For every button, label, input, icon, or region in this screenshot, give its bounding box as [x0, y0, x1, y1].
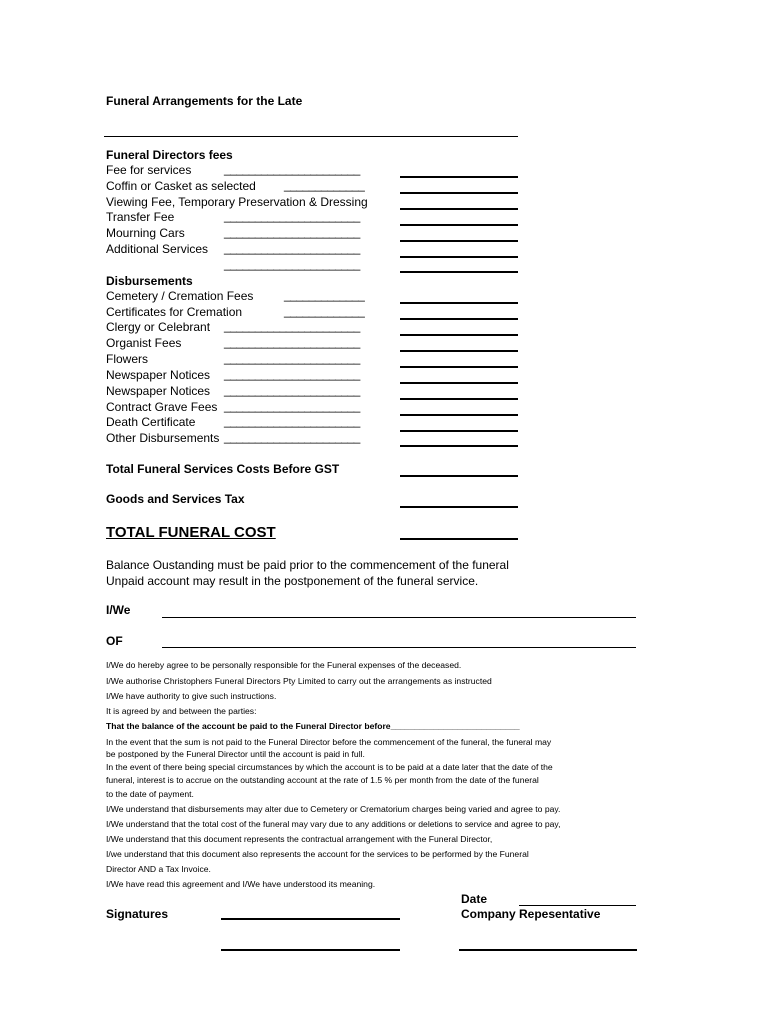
term-line: be postponed by the Funeral Director until the account is paid in full. [106, 749, 365, 759]
cemetery-fees-blank: _____________ [284, 288, 365, 302]
amount-line[interactable] [400, 192, 518, 194]
extra-blank: ______________________ [224, 257, 360, 271]
total-funeral-cost-line[interactable] [400, 538, 518, 540]
fee-for-services-blank: ______________________ [224, 162, 360, 176]
balance-note-1: Balance Oustanding must be paid prior to the commencement of the funeral [106, 558, 509, 572]
signature-line-2[interactable] [221, 949, 400, 951]
newspaper-notices-1-label: Newspaper Notices [106, 368, 211, 382]
amount-line[interactable] [400, 271, 518, 273]
amount-line[interactable] [400, 414, 518, 416]
additional-services-blank: ______________________ [224, 241, 360, 255]
amount-line[interactable] [400, 318, 518, 320]
term-line: I/We authorise Christophers Funeral Directors Pty Limited to carry out the arrangements as instructed [106, 676, 492, 686]
disbursements-heading: Disbursements [106, 274, 193, 288]
fee-for-services-label: Fee for services [106, 163, 192, 177]
term-line: I/We have read this agreement and I/We have understood its meaning. [106, 879, 376, 889]
mourning-cars-blank: ______________________ [224, 225, 360, 239]
term-line: to the date of payment. [106, 789, 194, 799]
organist-label: Organist Fees [106, 336, 182, 350]
flowers-label: Flowers [106, 352, 149, 366]
amount-line[interactable] [400, 382, 518, 384]
amount-line[interactable] [400, 240, 518, 242]
transfer-fee-label: Transfer Fee [106, 210, 175, 224]
signatures-label: Signatures [106, 907, 169, 921]
amount-line[interactable] [400, 350, 518, 352]
clergy-blank: ______________________ [224, 319, 360, 333]
organist-blank: ______________________ [224, 335, 360, 349]
certificates-blank: _____________ [284, 304, 365, 318]
term-line: I/We understand that disbursements may alter due to Cemetery or Crematorium charges being varied and agree to pay. [106, 804, 561, 814]
of-label: OF [106, 634, 123, 648]
amount-line[interactable] [400, 366, 518, 368]
cemetery-fees-label: Cemetery / Cremation Fees [106, 289, 254, 303]
form-title: Funeral Arrangements for the Late [106, 94, 303, 108]
other-disbursements-label: Other Disbursements [106, 431, 220, 445]
amount-line[interactable] [400, 398, 518, 400]
contract-grave-blank: ______________________ [224, 399, 360, 413]
term-line: I/we understand that this document also represents the account for the services to be performed by the Funeral [106, 849, 529, 859]
iwe-label: I/We [106, 603, 131, 617]
newspaper-notices-2-label: Newspaper Notices [106, 384, 211, 398]
term-line: I/We understand that this document represents the contractual arrangement with the Funeral Director, [106, 834, 493, 844]
total-before-gst-line[interactable] [400, 475, 518, 477]
company-rep-label: Company Repesentative [461, 907, 601, 921]
deceased-name-line[interactable] [104, 136, 518, 137]
additional-services-label: Additional Services [106, 242, 209, 256]
viewing-fee-label: Viewing Fee, Temporary Preservation & Dressing [106, 195, 368, 209]
clergy-label: Clergy or Celebrant [106, 320, 211, 334]
term-line: I/We understand that the total cost of the funeral may vary due to any additions or deletions to service and agree to pay, [106, 819, 561, 829]
flowers-blank: ______________________ [224, 351, 360, 365]
amount-line[interactable] [400, 176, 518, 178]
contract-grave-label: Contract Grave Fees [106, 400, 218, 414]
total-funeral-cost-label: TOTAL FUNERAL COST [106, 524, 276, 541]
mourning-cars-label: Mourning Cars [106, 226, 185, 240]
amount-line[interactable] [400, 256, 518, 258]
directors-fees-heading: Funeral Directors fees [106, 148, 233, 162]
other-disbursements-blank: ______________________ [224, 430, 360, 444]
newspaper-notices-1-blank: ______________________ [224, 367, 360, 381]
amount-line[interactable] [400, 224, 518, 226]
balance-note-2: Unpaid account may result in the postponement of the funeral service. [106, 574, 479, 588]
term-line-balance-date: That the balance of the account be paid to the Funeral Director before___________________________ [106, 721, 520, 731]
signature-line-1[interactable] [221, 918, 400, 920]
of-line[interactable] [162, 647, 636, 648]
amount-line[interactable] [400, 302, 518, 304]
term-line: I/We do hereby agree to be personally responsible for the Funeral expenses of the deceased. [106, 660, 462, 670]
iwe-line[interactable] [162, 617, 636, 618]
term-line: I/We have authority to give such instructions. [106, 691, 277, 701]
term-line: Director AND a Tax Invoice. [106, 864, 211, 874]
term-line: It is agreed by and between the parties: [106, 706, 257, 716]
company-rep-signature-line[interactable] [459, 949, 637, 951]
amount-line[interactable] [400, 430, 518, 432]
certificates-label: Certificates for Cremation [106, 305, 243, 319]
term-line: funeral, interest is to accrue on the outstanding account at the rate of 1.5 % per month from the date of the funeral [106, 775, 539, 785]
amount-line[interactable] [400, 445, 518, 447]
newspaper-notices-2-blank: ______________________ [224, 383, 360, 397]
term-line: In the event of there being special circumstances by which the account is to be paid at a date later that the date of the [106, 762, 553, 772]
amount-line[interactable] [400, 334, 518, 336]
death-certificate-blank: ______________________ [224, 414, 360, 428]
date-line[interactable] [519, 905, 636, 906]
coffin-casket-blank: _____________ [284, 178, 365, 192]
transfer-fee-blank: ______________________ [224, 209, 360, 223]
date-label: Date [461, 892, 488, 906]
death-certificate-label: Death Certificate [106, 415, 196, 429]
term-line: In the event that the sum is not paid to the Funeral Director before the commencement of the funeral, the funeral may [106, 737, 552, 747]
amount-line[interactable] [400, 208, 518, 210]
gst-line[interactable] [400, 506, 518, 508]
coffin-casket-label: Coffin or Casket as selected [106, 179, 256, 193]
gst-label: Goods and Services Tax [106, 492, 245, 506]
total-before-gst-label: Total Funeral Services Costs Before GST [106, 462, 340, 476]
